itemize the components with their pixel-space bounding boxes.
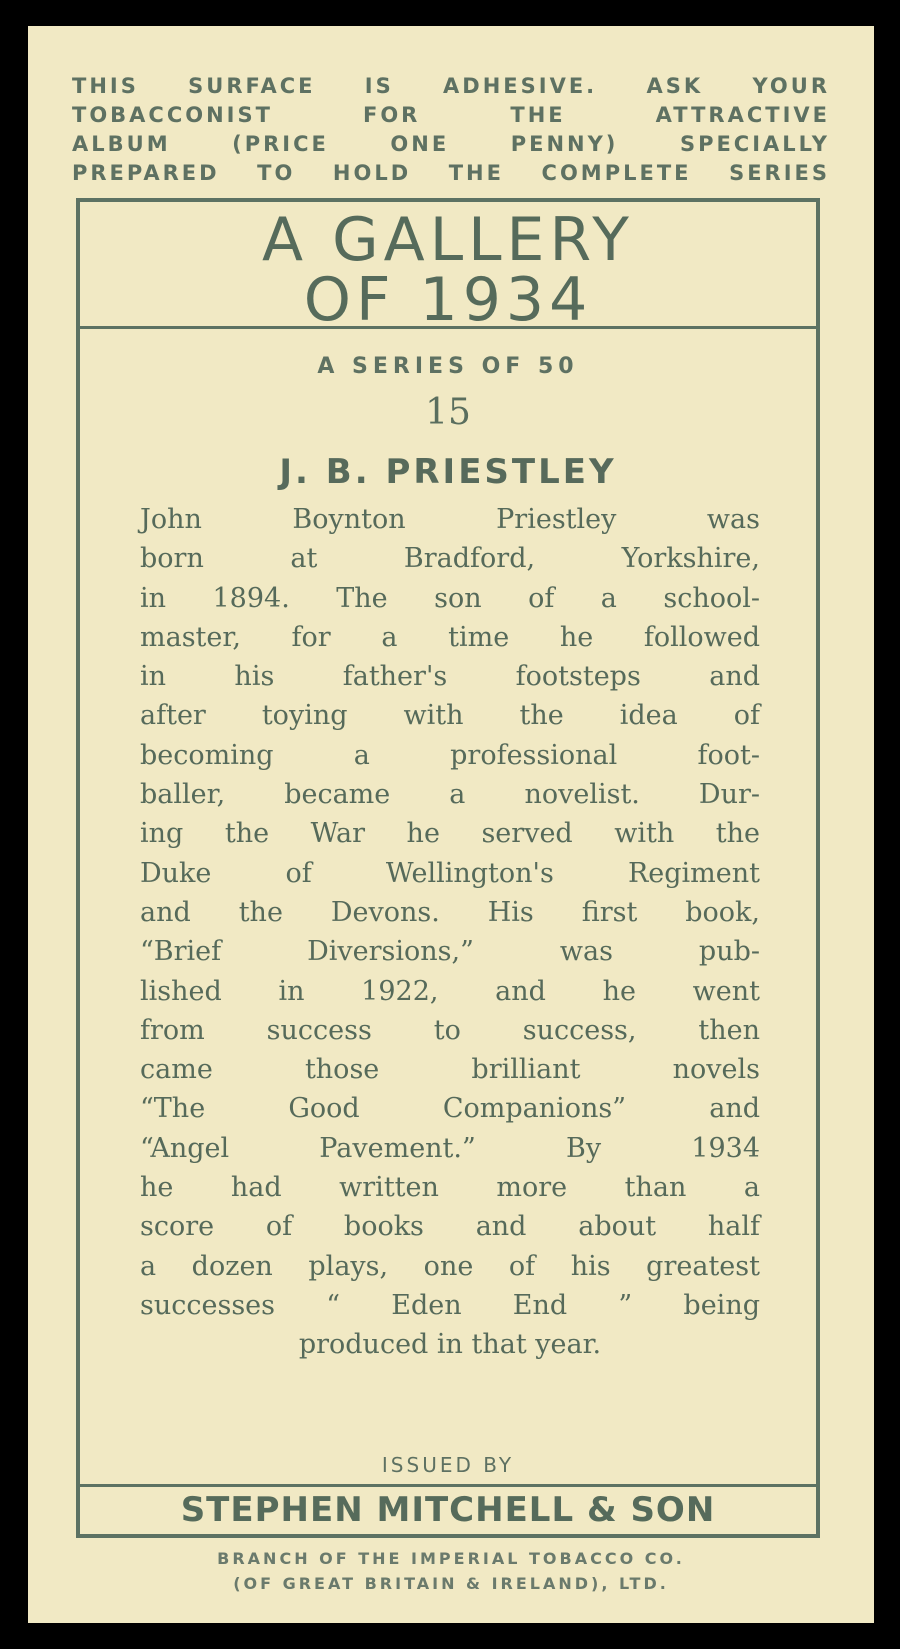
biography-line: “Angel Pavement.” By 1934 — [140, 1132, 760, 1164]
series-title-line-1: A GALLERY — [262, 205, 634, 275]
issued-by-label: ISSUED BY — [381, 1453, 515, 1477]
company-footer — [28, 1546, 874, 1596]
adhesive-notice — [72, 72, 830, 188]
biography-line: produced in that year. — [298, 1329, 602, 1361]
biography-line: “Brief Diversions,” was pub- — [140, 936, 760, 968]
biography-line: lished in 1922, and he went — [140, 975, 760, 1007]
biography-line: baller, became a novelist. Dur- — [140, 779, 760, 811]
notice-line: TOBACCONIST FOR THE ATTRACTIVE — [72, 103, 830, 127]
content-frame — [76, 198, 820, 1538]
title-box — [80, 202, 816, 335]
biography-line: came those brilliant novels — [140, 1054, 760, 1086]
footer-line-2: (OF GREAT BRITAIN & IRELAND), LTD. — [233, 1574, 669, 1593]
biography-line: ing the War he served with the — [140, 818, 760, 850]
biography-line: becoming a professional foot- — [140, 739, 760, 771]
biography-line: from success to success, then — [140, 1014, 760, 1046]
notice-line: PREPARED TO HOLD THE COMPLETE SERIES — [72, 161, 830, 185]
notice-line: THIS SURFACE IS ADHESIVE. ASK YOUR — [72, 74, 830, 98]
biography-line: successes “ Eden End ” being — [140, 1289, 760, 1321]
biography-line: born at Bradford, Yorkshire, — [140, 543, 760, 575]
card-number: 15 — [425, 392, 471, 433]
biography-line: score of books and about half — [140, 1211, 760, 1243]
biography-text — [140, 500, 760, 1365]
series-title-line-2: OF 1934 — [303, 265, 593, 335]
biography-line: in his father's footsteps and — [140, 661, 760, 693]
biography-line: Duke of Wellington's Regiment — [140, 857, 760, 889]
biography-line: he had written more than a — [140, 1172, 760, 1204]
biography-line: a dozen plays, one of his greatest — [140, 1250, 760, 1282]
manufacturer-box — [80, 1484, 816, 1534]
notice-line: ALBUM (PRICE ONE PENNY) SPECIALLY — [72, 132, 830, 156]
biography-line: in 1894. The son of a school- — [140, 582, 760, 614]
subject-name: J. B. PRIESTLEY — [279, 452, 617, 492]
biography-line: and the Devons. His first book, — [140, 896, 760, 928]
footer-line-1: BRANCH OF THE IMPERIAL TOBACCO CO. — [217, 1549, 685, 1568]
cigarette-card-back — [28, 26, 874, 1623]
biography-line: after toying with the idea of — [140, 700, 760, 732]
manufacturer-name: STEPHEN MITCHELL & SON — [180, 1490, 716, 1530]
biography-line: master, for a time he followed — [140, 621, 760, 653]
series-label: A SERIES OF 50 — [317, 354, 579, 379]
biography-line: John Boynton Priestley was — [140, 504, 760, 535]
biography-line: “The Good Companions” and — [140, 1093, 760, 1125]
